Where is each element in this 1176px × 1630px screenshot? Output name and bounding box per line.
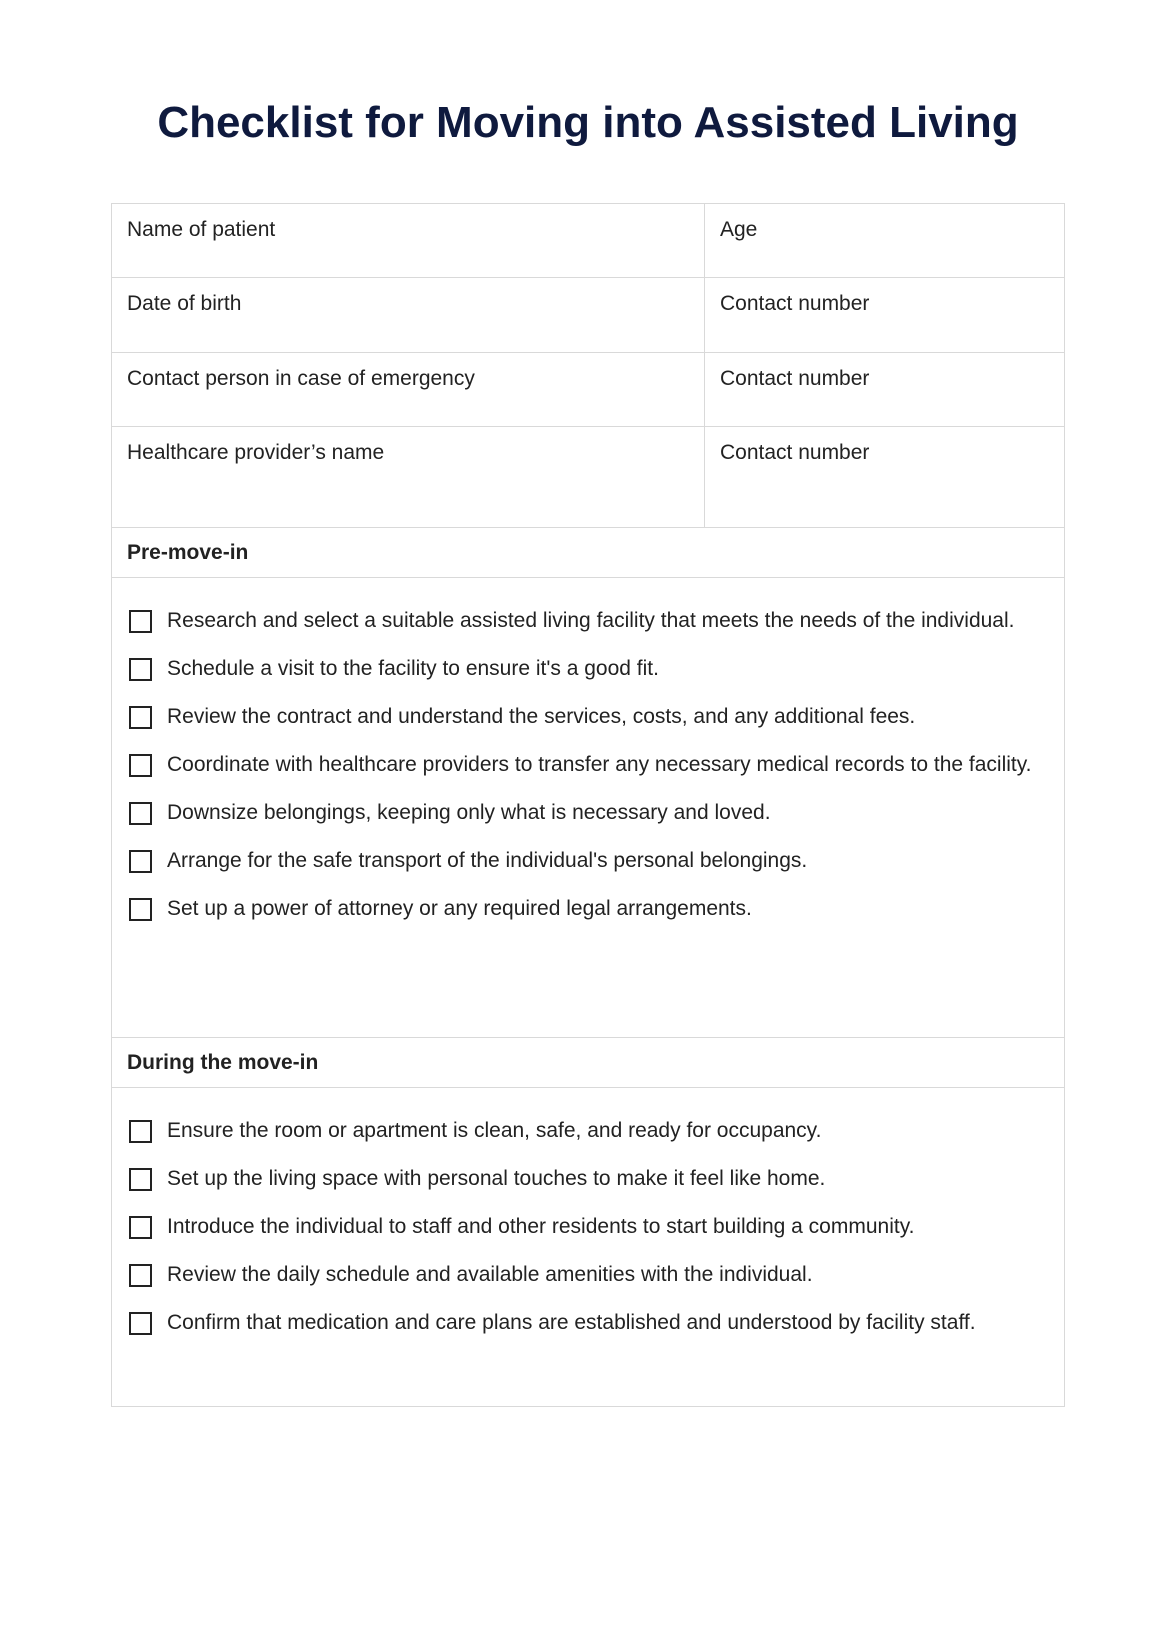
check-item bbox=[129, 1166, 1049, 1191]
checkbox[interactable] bbox=[129, 1120, 152, 1143]
checkbox[interactable] bbox=[129, 1264, 152, 1287]
emergency-contact-person-field[interactable]: Contact person in case of emergency bbox=[112, 353, 705, 426]
info-row-emergency bbox=[112, 353, 1064, 427]
healthcare-contact-number-field[interactable]: Contact number bbox=[720, 441, 870, 464]
checkbox[interactable] bbox=[129, 1216, 152, 1239]
checkbox[interactable] bbox=[129, 706, 152, 729]
check-item bbox=[129, 608, 1049, 633]
check-item bbox=[129, 1310, 1049, 1335]
checkbox[interactable] bbox=[129, 658, 152, 681]
pre-move-in-heading: Pre-move-in bbox=[112, 528, 1064, 578]
patient-contact-number-field[interactable]: Contact number bbox=[720, 292, 870, 315]
check-item-text: Review the contract and understand the services, costs, and any additional fees. bbox=[167, 705, 916, 728]
checkbox[interactable] bbox=[129, 754, 152, 777]
check-item-text: Schedule a visit to the facility to ensure it's a good fit. bbox=[167, 657, 659, 680]
check-item bbox=[129, 800, 1049, 825]
check-item-text: Coordinate with healthcare providers to transfer any necessary medical records to the facility. bbox=[167, 753, 1032, 776]
during-move-in-heading: During the move-in bbox=[112, 1038, 1064, 1088]
info-row-healthcare bbox=[112, 427, 1064, 528]
check-item bbox=[129, 1262, 1049, 1287]
during-move-in-checklist bbox=[112, 1088, 1064, 1406]
checkbox[interactable] bbox=[129, 610, 152, 633]
check-item-text: Review the daily schedule and available amenities with the individual. bbox=[167, 1263, 813, 1286]
check-item bbox=[129, 896, 1049, 921]
age-field[interactable]: Age bbox=[720, 218, 758, 241]
check-item-text: Set up the living space with personal touches to make it feel like home. bbox=[167, 1167, 826, 1190]
page-title: Checklist for Moving into Assisted Living bbox=[157, 98, 1019, 147]
checkbox[interactable] bbox=[129, 1168, 152, 1191]
check-item bbox=[129, 848, 1049, 873]
pre-move-in-checklist bbox=[112, 578, 1064, 1038]
check-item-text: Set up a power of attorney or any required legal arrangements. bbox=[167, 897, 752, 920]
checklist-form bbox=[111, 203, 1065, 1407]
check-item-text: Downsize belongings, keeping only what is necessary and loved. bbox=[167, 801, 771, 824]
check-item bbox=[129, 1214, 1049, 1239]
check-item bbox=[129, 656, 1049, 681]
check-item bbox=[129, 752, 1049, 777]
info-row-name bbox=[112, 204, 1064, 278]
healthcare-provider-name-field[interactable]: Healthcare provider’s name bbox=[112, 427, 705, 527]
check-item-text: Research and select a suitable assisted living facility that meets the needs of the individual. bbox=[167, 609, 1015, 632]
checkbox[interactable] bbox=[129, 850, 152, 873]
checkbox[interactable] bbox=[129, 1312, 152, 1335]
date-of-birth-field[interactable]: Date of birth bbox=[112, 278, 705, 352]
check-item bbox=[129, 1118, 1049, 1143]
emergency-contact-number-field[interactable]: Contact number bbox=[720, 367, 870, 390]
checkbox[interactable] bbox=[129, 802, 152, 825]
checkbox[interactable] bbox=[129, 898, 152, 921]
check-item-text: Confirm that medication and care plans are established and understood by facility staff. bbox=[167, 1311, 976, 1334]
info-row-dob bbox=[112, 278, 1064, 353]
check-item-text: Ensure the room or apartment is clean, safe, and ready for occupancy. bbox=[167, 1119, 822, 1142]
check-item-text: Introduce the individual to staff and other residents to start building a community. bbox=[167, 1215, 915, 1238]
check-item-text: Arrange for the safe transport of the individual's personal belongings. bbox=[167, 849, 808, 872]
check-item bbox=[129, 704, 1049, 729]
name-of-patient-field[interactable]: Name of patient bbox=[112, 204, 705, 277]
